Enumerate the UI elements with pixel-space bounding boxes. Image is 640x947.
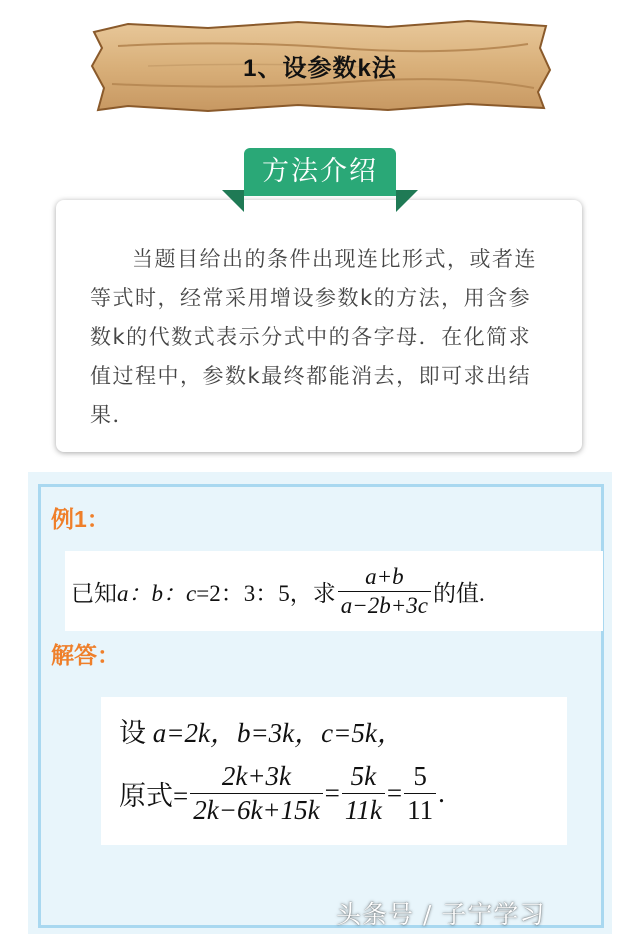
equals-sign-1: =: [324, 778, 340, 808]
solution-fraction-1-numerator: 2k+3k: [221, 761, 292, 791]
example-label: 例1：: [51, 506, 110, 532]
problem-fraction-denominator: a−2b+3c: [338, 591, 431, 619]
problem-statement-box: [65, 551, 603, 631]
equals-sign-2: =: [386, 778, 403, 808]
problem-fraction-numerator: a+b: [365, 563, 404, 589]
ribbon-fold-right: [396, 190, 418, 212]
ratio-values: =2：3：5，求: [196, 580, 336, 606]
solution-line1-prefix: 设: [119, 718, 153, 748]
ribbon-fold-left: [222, 190, 244, 212]
method-tab-label: 方法介绍: [244, 148, 396, 196]
banner-title: 1、设参数k法: [243, 55, 397, 82]
problem-suffix: 的值.: [432, 580, 485, 606]
solution-fraction-2: [342, 761, 385, 826]
intro-paragraph: 当题目给出的条件出现连比形式，或者连等式时，经常采用增设参数k的方法，用含参数k的代数式表示分式中的各字母．在化简求值过程中，参数k最终都能消去，即可求出结果．: [90, 247, 537, 427]
solution-fraction-1-denominator: 2k−6k+15k: [190, 793, 322, 826]
solution-line-1: [119, 711, 404, 750]
solution-line2-prefix: 原式=: [119, 781, 189, 811]
problem-statement: [71, 551, 485, 631]
title-banner: [88, 18, 552, 114]
solution-box: [101, 697, 567, 845]
solution-fraction-1: [190, 761, 322, 826]
method-intro-card: [56, 200, 582, 452]
solution-line-2: [119, 761, 445, 826]
solution-fraction-3-denominator: 11: [404, 793, 436, 826]
solution-fraction-3-numerator: 5: [413, 761, 427, 791]
problem-prefix: 已知: [71, 580, 117, 606]
example-panel: [28, 472, 612, 934]
ratio-variables: a：b：c: [117, 580, 197, 606]
answer-label: 解答：: [51, 642, 120, 668]
solution-fraction-2-numerator: 5k: [350, 761, 377, 791]
method-tab: [222, 148, 418, 212]
solution-fraction-3: [404, 761, 436, 826]
problem-fraction: [338, 564, 431, 619]
solution-substitution: a=2k，b=3k，c=5k，: [152, 718, 404, 748]
solution-end-period: .: [438, 778, 445, 808]
watermark: 头条号 / 子宁学习: [336, 900, 546, 929]
solution-fraction-2-denominator: 11k: [342, 793, 385, 826]
example-panel-frame: [38, 484, 604, 928]
